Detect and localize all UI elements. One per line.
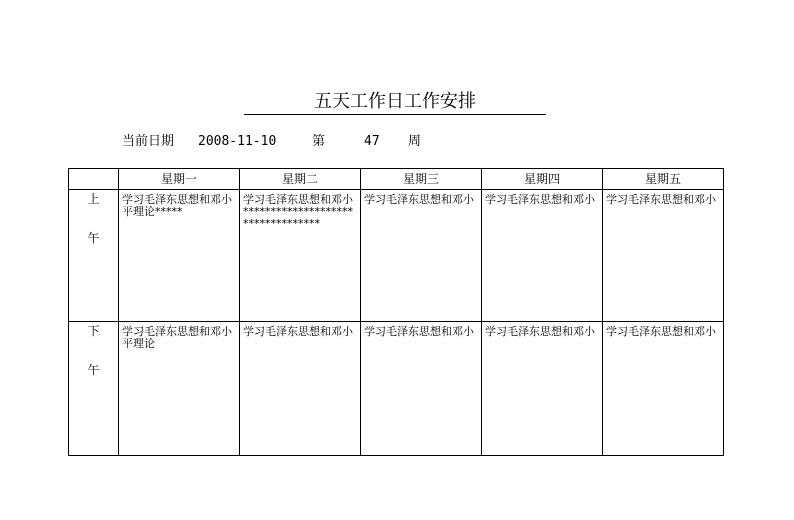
current-date-label: 当前日期 — [122, 134, 175, 149]
corner-cell — [69, 169, 119, 190]
schedule-cell[interactable]: 学习毛泽东思想和邓小 — [482, 190, 603, 322]
week-number: 47 — [364, 134, 380, 149]
schedule-cell[interactable]: 学习毛泽东思想和邓小 — [603, 322, 724, 456]
schedule-cell[interactable]: 学习毛泽东思想和邓小 — [240, 322, 361, 456]
schedule-cell[interactable]: 学习毛泽东思想和邓小平理论***** — [119, 190, 240, 322]
schedule-cell[interactable]: 学习毛泽东思想和邓小********************************** — [240, 190, 361, 322]
day-header: 星期四 — [482, 169, 603, 190]
schedule-cell[interactable]: 学习毛泽东思想和邓小 — [361, 322, 482, 456]
table-header-row — [69, 169, 724, 190]
day-header: 星期一 — [119, 169, 240, 190]
schedule-cell[interactable]: 学习毛泽东思想和邓小 — [482, 322, 603, 456]
schedule-cell[interactable]: 学习毛泽东思想和邓小 — [361, 190, 482, 322]
day-header: 星期二 — [240, 169, 361, 190]
schedule-cell[interactable]: 学习毛泽东思想和邓小 — [603, 190, 724, 322]
afternoon-label: 下 午 — [69, 322, 119, 456]
afternoon-row — [69, 322, 724, 456]
morning-label: 上 午 — [69, 190, 119, 322]
schedule-table — [68, 168, 724, 456]
day-header: 星期三 — [361, 169, 482, 190]
week-suffix: 周 — [408, 134, 422, 149]
schedule-cell[interactable]: 学习毛泽东思想和邓小平理论 — [119, 322, 240, 456]
day-header: 星期五 — [603, 169, 724, 190]
page-title: 五天工作日工作安排 — [244, 90, 546, 115]
current-date-value: 2008-11-10 — [198, 134, 277, 149]
week-prefix: 第 — [312, 134, 326, 149]
morning-row — [69, 190, 724, 322]
